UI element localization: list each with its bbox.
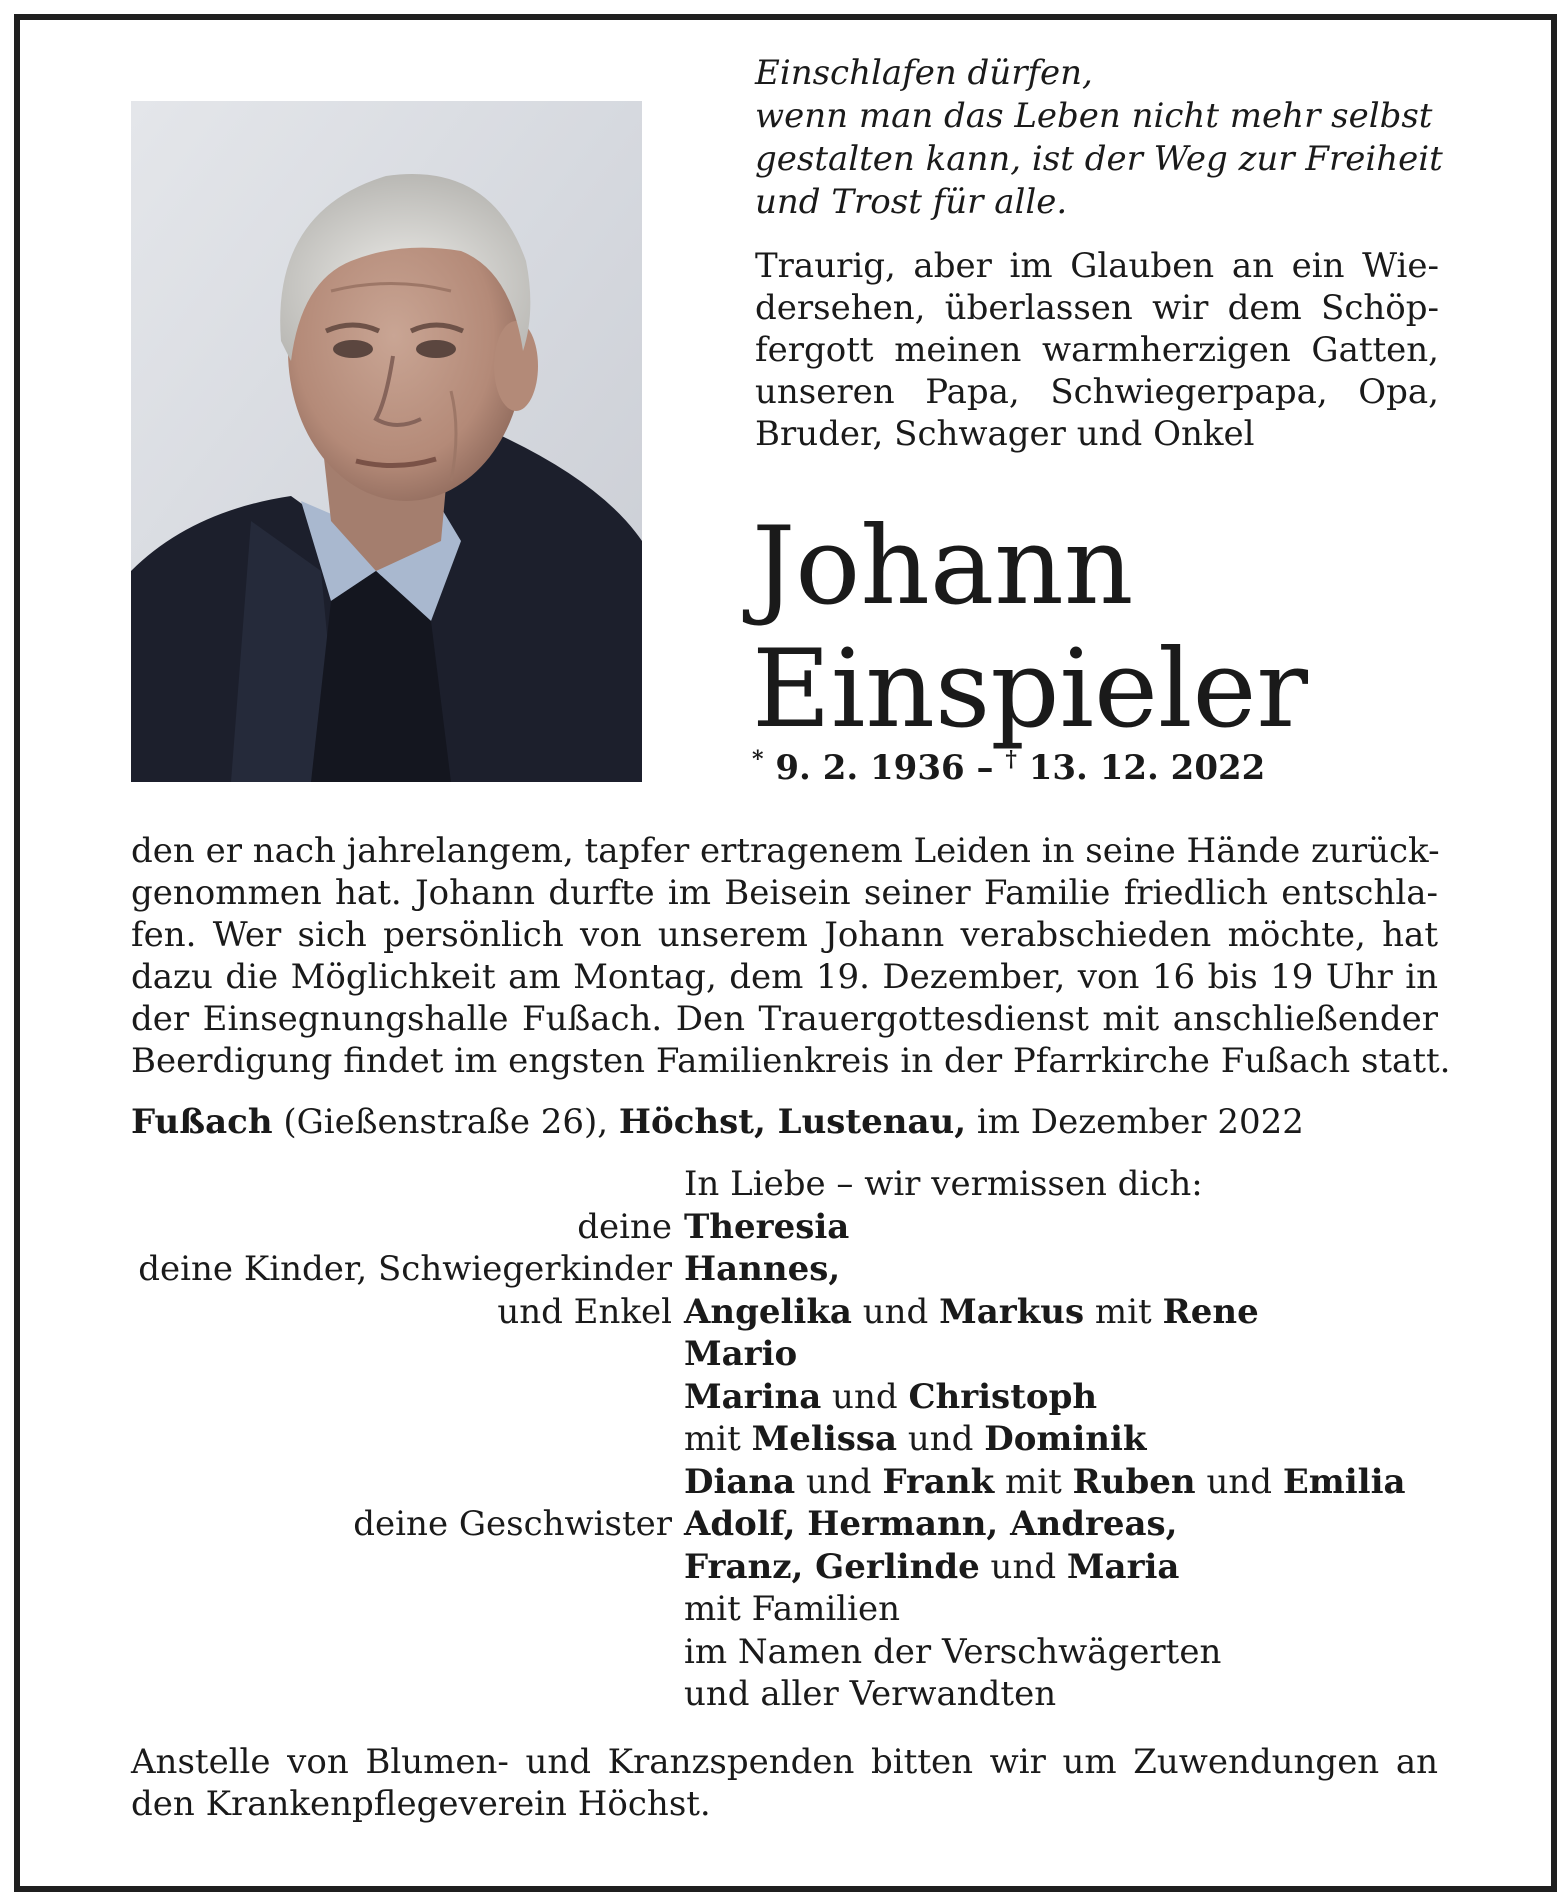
- place-line: [131, 1102, 1304, 1142]
- life-dates: [752, 748, 1265, 788]
- in-law-name: Frank: [882, 1461, 995, 1502]
- address: (Gießenstraße 26),: [272, 1102, 619, 1142]
- intro-line: fergott meinen warmherzigen Gatten,: [755, 330, 1439, 370]
- portrait-photo: [131, 101, 642, 782]
- in-law-name: Markus: [939, 1291, 1085, 1332]
- towns-hoechst-lustenau: Höchst, Lustenau,: [618, 1102, 967, 1142]
- body-line: genommen hat. Johann durfte im Beisein seiner Familie friedlich entschla-: [131, 873, 1438, 913]
- body-line: Beerdigung findet im engsten Familienkreis in der Pfarrkirche Fußach statt.: [131, 1041, 1451, 1081]
- grandchild-name: Dominik: [984, 1419, 1147, 1459]
- closing-line: Anstelle von Blumen- und Kranzspenden bitten wir um Zuwendungen an: [131, 1742, 1438, 1782]
- grandchild-name: Rene: [1162, 1291, 1259, 1332]
- in-law-name: Christoph: [908, 1376, 1098, 1417]
- body-line: der Einsegnungshalle Fußach. Den Trauergottesdienst mit anschließender: [131, 999, 1438, 1039]
- intro-paragraph: [755, 245, 1439, 455]
- conjunction: und: [795, 1461, 883, 1502]
- first-name: Johann: [752, 504, 1134, 629]
- child-name: Marina: [684, 1376, 822, 1417]
- conjunction: und: [821, 1376, 909, 1417]
- body-line: den er nach jahrelangem, tapfer ertragenem Leiden in seine Hände zurück-: [131, 831, 1440, 871]
- death-mark: †: [1005, 746, 1017, 773]
- intro-line: Bruder, Schwager und Onkel: [755, 414, 1255, 454]
- siblings-label: deine Geschwister: [353, 1504, 672, 1544]
- conjunction: mit: [1084, 1291, 1163, 1332]
- grandchild-name: Mario: [684, 1334, 798, 1374]
- conjunction: mit: [994, 1461, 1073, 1502]
- all-relatives-line: und aller Verwandten: [684, 1674, 1057, 1714]
- grandchild-name: Ruben: [1072, 1461, 1196, 1502]
- in-love-line: In Liebe – wir vermissen dich:: [684, 1164, 1203, 1204]
- sibling-names: Adolf, Hermann, Andreas,: [684, 1504, 1178, 1544]
- grandchildren-label: und Enkel: [497, 1291, 672, 1332]
- child-name: Diana: [684, 1461, 796, 1502]
- intro-line: dersehen, überlassen wir dem Schöp-: [755, 288, 1439, 328]
- mourners-list: [131, 1163, 1471, 1716]
- date-dash: –: [976, 748, 994, 788]
- sibling-name: Maria: [1066, 1546, 1180, 1587]
- closing-line: den Krankenpflegeverein Höchst.: [131, 1784, 711, 1824]
- poem: [755, 52, 1455, 224]
- place-date: im Dezember 2022: [966, 1102, 1304, 1142]
- child-name: Hannes,: [684, 1249, 841, 1289]
- birth-mark: *: [752, 746, 764, 773]
- on-behalf-line: im Namen der Verschwägerten: [684, 1631, 1222, 1672]
- conjunction: und: [979, 1546, 1067, 1587]
- child-name: Angelika: [684, 1291, 852, 1332]
- wife-label: deine: [577, 1206, 672, 1247]
- body-paragraph: [131, 830, 1451, 1082]
- town-fussach: Fußach: [131, 1102, 273, 1142]
- poem-line: wenn man das Leben nicht mehr selbst: [755, 96, 1433, 136]
- poem-line: Einschlafen dürfen,: [755, 53, 1093, 93]
- children-label: deine Kinder, Schwiegerkinder: [138, 1249, 672, 1289]
- conjunction: mit: [684, 1419, 752, 1459]
- poem-line: gestalten kann, ist der Weg zur Freiheit: [755, 139, 1443, 179]
- last-name: Einspieler: [752, 627, 1309, 752]
- portrait-image: [131, 101, 642, 782]
- death-date: 13. 12. 2022: [1028, 748, 1266, 788]
- conjunction: und: [1195, 1461, 1283, 1502]
- grandchild-name: Emilia: [1282, 1461, 1406, 1502]
- intro-line: unseren Papa, Schwiegerpapa, Opa,: [755, 372, 1439, 412]
- body-line: fen. Wer sich persönlich von unserem Johann verabschieden möchte, hat: [131, 915, 1438, 955]
- body-line: dazu die Möglichkeit am Montag, dem 19. Dezember, von 16 bis 19 Uhr in: [131, 957, 1438, 997]
- grandchild-name: Melissa: [751, 1419, 898, 1459]
- poem-line: und Trost für alle.: [755, 182, 1068, 222]
- conjunction: und: [851, 1291, 940, 1332]
- sibling-names: Franz, Gerlinde: [684, 1546, 980, 1587]
- deceased-name: [752, 505, 1308, 751]
- closing-paragraph: [131, 1741, 1438, 1825]
- wife-name: Theresia: [684, 1206, 850, 1247]
- conjunction: und: [897, 1419, 985, 1459]
- with-families: mit Familien: [684, 1589, 901, 1629]
- birth-date: 9. 2. 1936: [775, 748, 965, 788]
- intro-line: Traurig, aber im Glauben an ein Wie-: [755, 246, 1439, 286]
